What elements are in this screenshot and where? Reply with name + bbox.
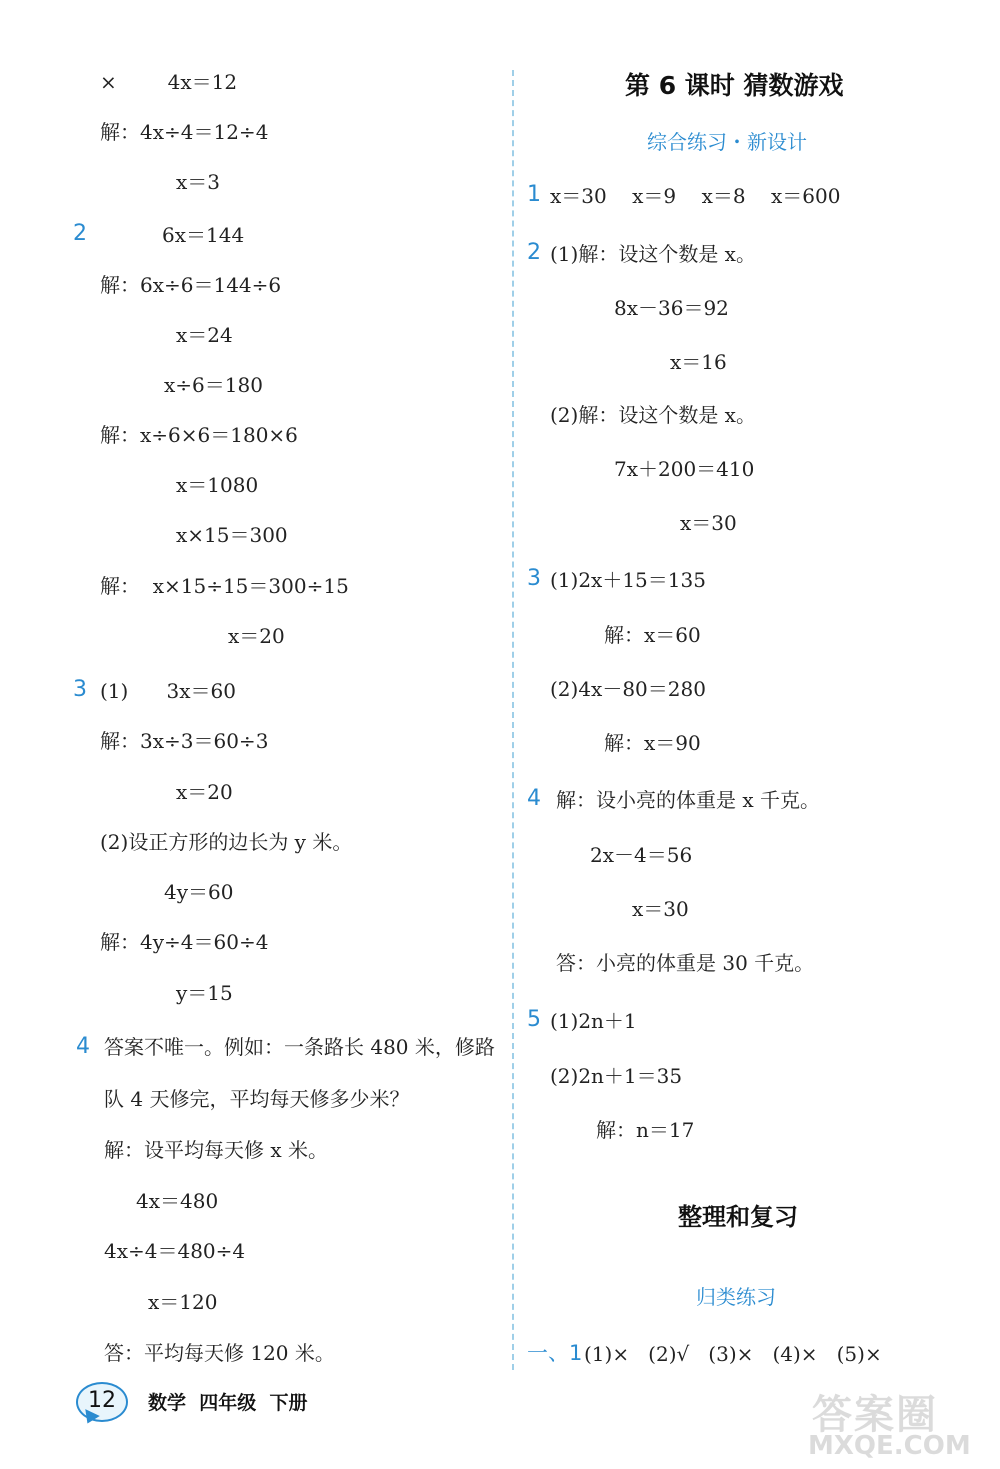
answer-line: (1)2x＋15＝135 [550, 568, 706, 592]
answer-line: x÷6＝180 [164, 373, 263, 397]
column-divider [512, 70, 514, 1370]
question-number: 2 [73, 221, 87, 246]
question-number: 一、1 [527, 1341, 583, 1365]
question-number: 5 [527, 1007, 541, 1032]
answer-line: x＝24 [176, 323, 233, 347]
question-number: 3 [73, 677, 87, 702]
answer-line: (2)4x－80＝280 [550, 677, 706, 701]
answer-line: (2)解：设这个数是 x。 [550, 403, 756, 427]
answer-line: 解：3x÷3＝60÷3 [100, 729, 269, 753]
answer-line: 4y＝60 [164, 880, 234, 904]
answer-line: 6x＝144 [162, 223, 245, 247]
book-info: 数学 四年级 下册 [148, 1392, 308, 1414]
answer-line: 解：设小亮的体重是 x 千克。 [556, 788, 820, 812]
answer-line: 8x－36＝92 [614, 296, 729, 320]
answer-line: y＝15 [176, 981, 233, 1005]
answer-line: 解：x＝60 [604, 623, 701, 647]
watermark [808, 1383, 988, 1463]
answer-line: (2)设正方形的边长为 y 米。 [100, 830, 353, 854]
section-subtitle: 综合练习・新设计 [647, 130, 807, 154]
answer-line: 解：设平均每天修 x 米。 [104, 1138, 328, 1162]
answer-line: x＝30 x＝9 x＝8 x＝600 [550, 184, 841, 208]
answer-line: 答：小亮的体重是 30 千克。 [556, 951, 815, 975]
question-number: 1 [527, 182, 541, 207]
lesson-title: 第 6 课时 猜数游戏 [625, 71, 844, 100]
answer-line: (1)解：设这个数是 x。 [550, 242, 756, 266]
answer-line: 解：4y÷4＝60÷4 [100, 930, 269, 954]
answer-line: 解： x×15÷15＝300÷15 [100, 574, 349, 598]
answer-line: x＝120 [148, 1290, 218, 1314]
answer-line: 队 4 天修完，平均每天修多少米？ [104, 1087, 410, 1111]
answer-line: 解：4x÷4＝12÷4 [100, 120, 269, 144]
answer-line: x＝30 [632, 897, 689, 921]
question-number: 4 [527, 786, 541, 811]
answer-line: x＝20 [176, 780, 233, 804]
answer-line: (1) 3x＝60 [100, 679, 236, 703]
answer-line: x×15＝300 [176, 523, 288, 547]
review-subtitle: 归类练习 [696, 1285, 776, 1309]
answer-line: × 4x＝12 [100, 70, 238, 94]
answer-line: x＝3 [176, 170, 221, 194]
page-number: 12 [88, 1388, 116, 1413]
answer-line: 解：n＝17 [596, 1118, 695, 1142]
watermark-text: 答案圈 [812, 1392, 938, 1438]
question-number: 2 [527, 240, 541, 265]
answer-line: (1)2n＋1 [550, 1009, 637, 1033]
answer-line: 7x＋200＝410 [614, 457, 755, 481]
answer-line: x＝16 [670, 350, 727, 374]
answer-line: 答：平均每天修 120 米。 [104, 1341, 335, 1365]
answer-line: (1)× (2)√ (3)× (4)× (5)× [584, 1342, 882, 1366]
question-number: 4 [76, 1034, 90, 1059]
answer-line: 答案不唯一。例如：一条路长 480 米，修路 [104, 1035, 495, 1059]
page-footer [76, 1382, 376, 1432]
review-section-title: 整理和复习 [678, 1203, 798, 1231]
question-number: 3 [527, 566, 541, 591]
answer-line: x＝1080 [176, 473, 259, 497]
answer-line: 4x＝480 [136, 1189, 219, 1213]
watermark-url: MXQE.COM [808, 1431, 971, 1461]
answer-line: x＝20 [228, 624, 285, 648]
answer-line: 解：x＝90 [604, 731, 701, 755]
answer-line: x＝30 [680, 511, 737, 535]
answer-line: 解：6x÷6＝144÷6 [100, 273, 282, 297]
answer-line: 2x－4＝56 [590, 843, 693, 867]
answer-line: (2)2n＋1＝35 [550, 1064, 683, 1088]
answer-line: 4x÷4＝480÷4 [104, 1239, 246, 1263]
answer-line: 解：x÷6×6＝180×6 [100, 423, 298, 447]
